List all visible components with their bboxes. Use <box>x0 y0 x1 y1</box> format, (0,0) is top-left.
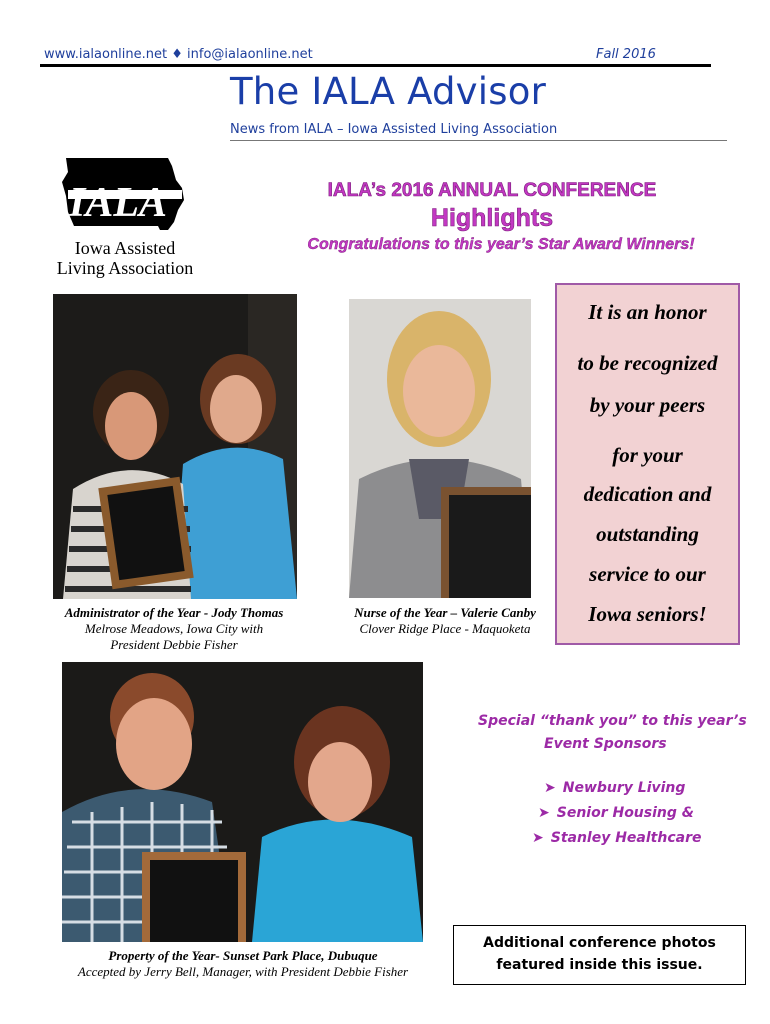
conference-highlights: Highlights <box>430 204 554 232</box>
arrow-bullet-icon: ➤ <box>538 805 550 821</box>
issue-date: Fall 2016 <box>596 47 656 62</box>
quote-line: for your <box>612 443 683 467</box>
sponsor-name: Stanley Healthcare <box>550 830 702 846</box>
property-award-title: Property of the Year- Sunset Park Place, Dubuque <box>108 948 378 963</box>
sponsors-heading: Special “thank you” to this year’s <box>478 713 747 729</box>
quote-line: It is an honor <box>588 300 707 324</box>
quote-line: by your peers <box>589 393 706 417</box>
sponsor-name: Senior Housing & <box>556 805 694 821</box>
quote-line: service to our <box>589 562 706 586</box>
iowa-map-icon <box>48 156 208 241</box>
inside-note-line1: Additional conference photos <box>483 935 716 951</box>
administrator-award-title: Administrator of the Year - Jody Thomas <box>64 605 284 620</box>
conference-congrats: Congratulations to this year’s Star Award Winners! <box>307 236 695 253</box>
newsletter-subtitle: News from IALA – Iowa Assisted Living Association <box>230 122 558 137</box>
nurse-caption-line2: Clover Ridge Place - Maquoketa <box>359 621 531 636</box>
administrator-caption <box>40 605 308 653</box>
nurse-photo <box>349 299 531 598</box>
quote-line: Iowa seniors! <box>588 602 707 626</box>
arrow-bullet-icon: ➤ <box>544 780 556 796</box>
quote-line: to be recognized <box>577 351 718 375</box>
property-caption <box>50 948 436 980</box>
administrator-caption-line3: President Debbie Fisher <box>110 637 238 652</box>
header-rule <box>40 64 711 67</box>
logo-line-1: Iowa Assisted <box>74 238 176 258</box>
inside-note-line2: featured inside this issue. <box>496 957 703 973</box>
nurse-caption <box>320 605 570 637</box>
conference-heading: IALA’s 2016 ANNUAL CONFERENCE <box>327 180 657 201</box>
header-contact[interactable]: www.ialaonline.net ♦ info@ialaonline.net <box>44 47 313 62</box>
inside-note-text <box>453 932 746 976</box>
arrow-bullet-icon: ➤ <box>532 830 544 846</box>
logo-text <box>48 238 202 278</box>
quote-line: dedication and <box>583 482 712 506</box>
quote-line: outstanding <box>596 522 699 546</box>
administrator-caption-line2: Melrose Meadows, Iowa City with <box>84 621 264 636</box>
logo-mark: IALA <box>68 180 168 226</box>
sponsor-item <box>544 780 685 796</box>
newsletter-title: The IALA Advisor <box>230 70 546 113</box>
subtitle-rule <box>230 140 727 141</box>
sponsor-item <box>532 830 701 846</box>
sponsor-name: Newbury Living <box>562 780 686 796</box>
administrator-photo <box>53 294 297 599</box>
property-caption-line2: Accepted by Jerry Bell, Manager, with President Debbie Fisher <box>77 964 409 979</box>
sponsor-item <box>538 805 694 821</box>
nurse-award-title: Nurse of the Year – Valerie Canby <box>354 605 536 620</box>
property-photo <box>62 662 423 942</box>
sponsors-subheading: Event Sponsors <box>544 736 667 752</box>
logo-line-2: Living Association <box>56 258 194 278</box>
